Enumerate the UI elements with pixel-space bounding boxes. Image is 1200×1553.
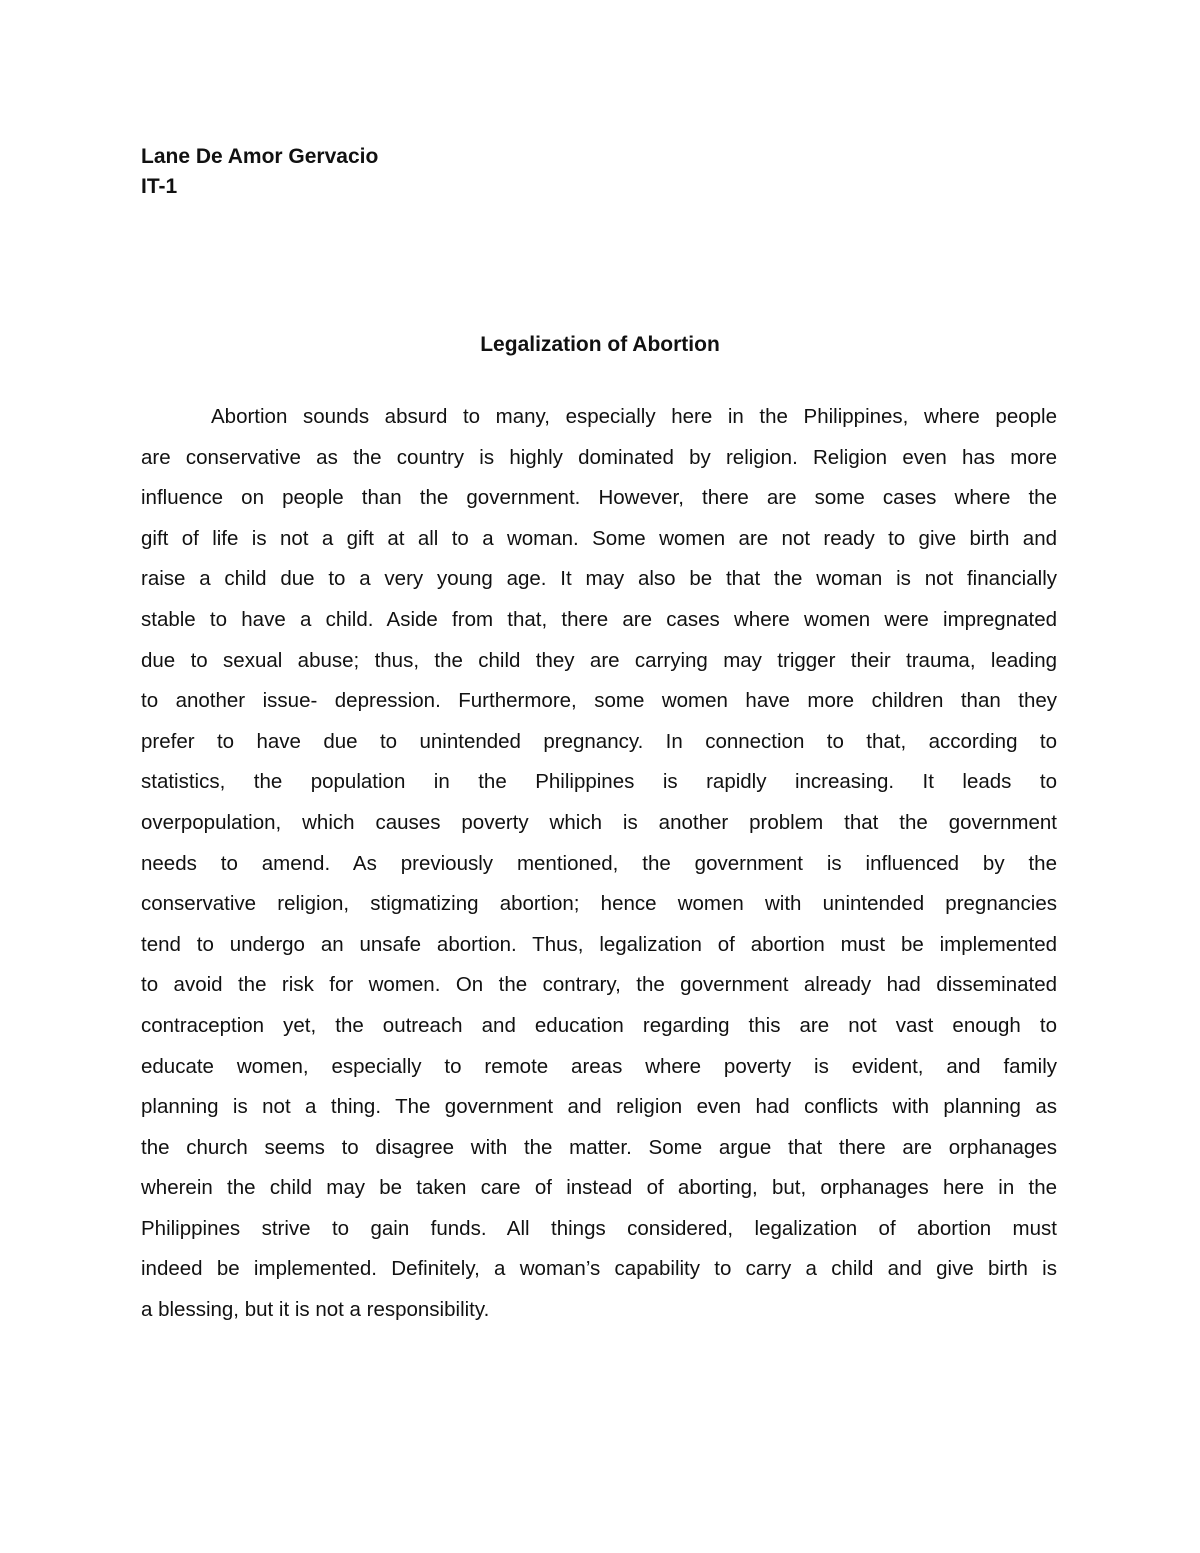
author-name: Lane De Amor Gervacio (141, 145, 379, 168)
essay-paragraph (141, 397, 1057, 1331)
paragraph-line: tend to undergo an unsafe abortion. Thus, legalization of abortion must be implemented (141, 932, 1057, 956)
paragraph-line: the church seems to disagree with the matter. Some argue that there are orphanages (141, 1135, 1057, 1159)
paragraph-line: are conservative as the country is highly dominated by religion. Religion even has more (141, 445, 1057, 469)
paragraph-line: to avoid the risk for women. On the contrary, the government already had disseminated (141, 973, 1057, 997)
paragraph-line: a blessing, but it is not a responsibility. (141, 1298, 490, 1322)
paragraph-line: stable to have a child. Aside from that, there are cases where women were impregnated (141, 607, 1057, 631)
paragraph-line: influence on people than the government. However, there are some cases where the (141, 486, 1057, 510)
paragraph-line: raise a child due to a very young age. It may also be that the woman is not financially (141, 567, 1057, 591)
paragraph-line: Philippines strive to gain funds. All things considered, legalization of abortion must (141, 1216, 1057, 1240)
document-header (141, 142, 378, 202)
paragraph-line: indeed be implemented. Definitely, a woman’s capability to carry a child and give birth is (141, 1257, 1057, 1281)
paragraph-line: educate women, especially to remote areas where poverty is evident, and family (141, 1054, 1057, 1078)
paragraph-line: prefer to have due to unintended pregnancy. In connection to that, according to (141, 729, 1057, 753)
paragraph-line: to another issue- depression. Furthermore, some women have more children than they (141, 689, 1057, 713)
document-title: Legalization of Abortion (480, 333, 720, 356)
paragraph-line: statistics, the population in the Philippines is rapidly increasing. It leads to (141, 770, 1057, 794)
paragraph-line: overpopulation, which causes poverty which is another problem that the government (141, 810, 1057, 834)
author-section: IT-1 (141, 175, 178, 198)
paragraph-line: gift of life is not a gift at all to a woman. Some women are not ready to give birth and (141, 526, 1057, 550)
paragraph-line: conservative religion, stigmatizing abortion; hence women with unintended pregnancies (141, 892, 1057, 916)
paragraph-line: wherein the child may be taken care of instead of aborting, but, orphanages here in the (141, 1176, 1057, 1200)
paragraph-line: needs to amend. As previously mentioned, the government is influenced by the (141, 851, 1057, 875)
paragraph-line: due to sexual abuse; thus, the child they are carrying may trigger their trauma, leading (141, 648, 1057, 672)
paragraph-line: contraception yet, the outreach and education regarding this are not vast enough to (141, 1013, 1057, 1037)
paragraph-line: planning is not a thing. The government and religion even had conflicts with planning as (141, 1095, 1057, 1119)
paragraph-line: Abortion sounds absurd to many, especially here in the Philippines, where people (211, 405, 1057, 428)
